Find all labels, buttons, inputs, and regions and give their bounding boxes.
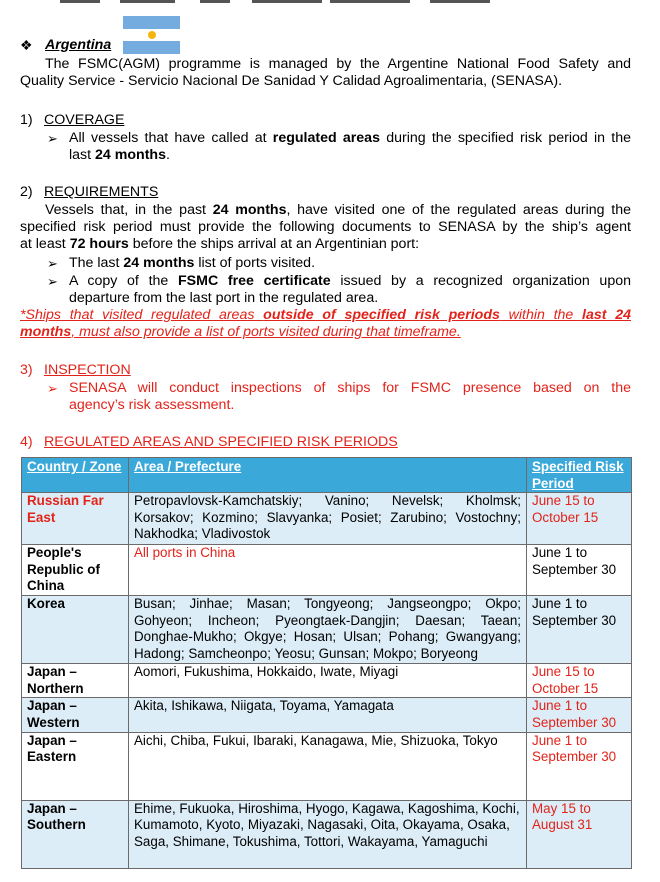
inspection-line: SENASA will conduct inspections of ships for FSMC presence based on the: [69, 380, 631, 396]
arrow-bullet-icon: ➢: [47, 256, 58, 271]
intro-line: Quality Service - Servicio Nacional De Sanidad Y Calidad Agroalimentaria, (SENASA).: [20, 73, 563, 89]
country-cell: People's Republic of China: [22, 545, 129, 596]
regulated-areas-table: [21, 457, 632, 869]
table-header-row: [22, 458, 632, 493]
requirement-item: A copy of the FSMC free certificate issued by a recognized organization upon: [69, 273, 631, 289]
coverage-line: All vessels that have called at regulated areas during the specified risk period in the: [69, 130, 631, 146]
argentina-flag-icon: [123, 16, 180, 54]
coverage-line: last 24 months.: [69, 147, 170, 163]
column-header: Country / Zone: [22, 458, 129, 493]
table-row: [22, 664, 632, 698]
area-cell: Petropavlovsk-Kamchatskiy; Vanino; Nevelsk; Kholmsk; Korsakov; Kozmino; Slavyanka; Posiet; Zarubino; Vostochny; Nakhodka; Vladivostok: [129, 493, 527, 545]
country-cell: Russian Far East: [22, 493, 129, 545]
table-row: [22, 493, 632, 545]
section-number: 1): [20, 112, 33, 128]
area-cell: All ports in China: [129, 545, 527, 596]
red-note: months, must also provide a list of ports visited during that timeframe.: [20, 324, 461, 340]
area-cell: Ehime, Fukuoka, Hiroshima, Hyogo, Kagawa, Kagoshima, Kochi, Kumamoto, Kyoto, Miyazaki, Nagasaki, Oita, Okayama, Osaka, Saga, Shimane, Tokushima, Tottori, Wakayama, Yamaguchi: [129, 800, 527, 868]
period-cell: June 15 to October 15: [527, 664, 632, 698]
country-cell: Japan – Northern: [22, 664, 129, 698]
area-cell: Busan; Jinhae; Masan; Tongyeong; Jangseongpo; Okpo; Gohyeon; Incheon; Pyeongtaek-Dangjin; Daesan; Taean; Donghae-Mukho; Okgye; Hosan; Ulsan; Pohang; Gwangyang; Hadong; Samcheonpo; Yeosu; Gunsan; Mokpo; Boryeong: [129, 596, 527, 664]
column-header: Specified Risk Period: [527, 458, 632, 493]
section-title-inspection: INSPECTION: [44, 362, 131, 378]
requirement-item-cont: departure from the last port in the regulated area.: [69, 290, 379, 306]
period-cell: June 15 to October 15: [527, 493, 632, 545]
red-note: *Ships that visited regulated areas outside of specified risk periods within the last 24: [20, 307, 631, 323]
diamond-bullet-icon: ❖: [20, 37, 33, 53]
section-number: 3): [20, 362, 33, 378]
country-cell: Japan – Eastern: [22, 732, 129, 800]
requirements-line: specified risk period must provide the following documents to SENASA by the ship’s agent: [20, 219, 631, 235]
arrow-bullet-icon: ➢: [47, 381, 58, 396]
section-number: 2): [20, 184, 33, 200]
arrow-bullet-icon: ➢: [47, 274, 58, 289]
section-number: 4): [20, 434, 33, 450]
inspection-line: agency’s risk assessment.: [69, 397, 235, 413]
period-cell: May 15 to August 31: [527, 800, 632, 868]
arrow-bullet-icon: ➢: [47, 131, 58, 146]
period-cell: June 1 to September 30: [527, 545, 632, 596]
intro-line: The FSMC(AGM) programme is managed by the Argentine National Food Safety and: [45, 56, 631, 72]
area-cell: Akita, Ishikawa, Niigata, Toyama, Yamagata: [129, 698, 527, 732]
country-heading: Argentina: [45, 37, 112, 53]
area-cell: Aomori, Fukushima, Hokkaido, Iwate, Miyagi: [129, 664, 527, 698]
country-cell: Japan – Southern: [22, 800, 129, 868]
requirements-line: at least 72 hours before the ships arrival at an Argentinian port:: [20, 236, 420, 252]
country-cell: Korea: [22, 596, 129, 664]
section-title-coverage: COVERAGE: [44, 112, 125, 128]
period-cell: June 1 to September 30: [527, 698, 632, 732]
table-row: [22, 545, 632, 596]
section-title-regulated-areas: REGULATED AREAS AND SPECIFIED RISK PERIODS: [44, 434, 398, 450]
country-cell: Japan – Western: [22, 698, 129, 732]
requirements-line: Vessels that, in the past 24 months, have visited one of the regulated areas during the: [45, 202, 632, 218]
area-cell: Aichi, Chiba, Fukui, Ibaraki, Kanagawa, Mie, Shizuoka, Tokyo: [129, 732, 527, 800]
column-header: Area / Prefecture: [129, 458, 527, 493]
section-title-requirements: REQUIREMENTS: [44, 184, 159, 200]
requirement-item: The last 24 months list of ports visited.: [69, 255, 316, 271]
period-cell: June 1 to September 30: [527, 596, 632, 664]
table-row: [22, 800, 632, 868]
table-row: [22, 596, 632, 664]
table-row: [22, 732, 632, 800]
table-row: [22, 698, 632, 732]
cropped-text-remnant: [0, 0, 660, 6]
period-cell: June 1 to September 30: [527, 732, 632, 800]
